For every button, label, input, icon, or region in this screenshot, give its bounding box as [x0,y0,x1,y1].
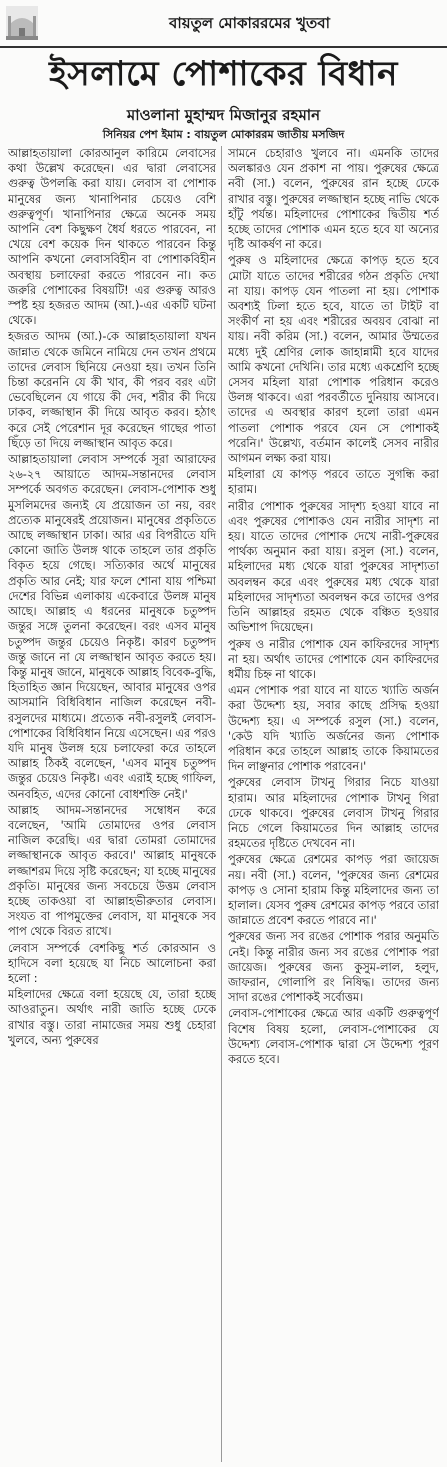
paragraph: সামনে চেহারাও খুলবে না। এমনকি তাদের অলঙ্কারও যেন প্রকাশ না পায়। পুরুষের ক্ষেত্রে নবী (সা.) বলেন, পুরুষের রান হচ্ছে ঢেকে রাখার বস্তু। পুরুষের লজ্জাস্থান হচ্ছে নাভি থেকে হাঁটু পর্যন্ত। মহিলাদের পোশাকের দ্বিতীয় শর্ত হচ্ছে তাদের পোশাক এমন হতে হবে যা অন্যের দৃষ্টি আকর্ষণ না করে। [228,147,439,252]
paragraph: পুরুষের জন্য সব রঙের পোশাক পরার অনুমতি নেই। কিন্তু নারীর জন্য সব রঙের পোশাক পরা জায়েজ। পুরুষের জন্য কুসুম-লাল, হলুদ, জাফরান, গোলাপি রং নিষিদ্ধ। তাদের জন্য সাদা রঙের পোশাকই সর্বোত্তম। [228,930,439,1005]
section-banner [0,0,447,48]
paragraph: আল্লাহতায়ালা কোরআনুল কারিমে লেবাসের কথা উল্লেখ করেছেন। এর দ্বারা লেবাসের গুরুত্ব উপলব্ধি করা যায়। লেবাস বা পোশাক মানুষের জন্য খানাপিনার চেয়েও বেশি গুরুত্বপূর্ণ। খানাপিনার ক্ষেত্রে অনেক সময় আপনি বেশ কিছুক্ষণ ধৈর্য ধরতে পারবেন, না খেয়ে বেশ কয়েক দিন থাকতে পারবেন কিন্তু আপনি কখনো লেবাসবিহীন বা পোশাকবিহীন অবস্থায় চলাফেরা করতে পারবেন না। কত জরুরি পোশাকের বিষয়টি! এর গুরুত্ব আরও স্পষ্ট হয় হজরত আদম (আ.)-এর একটি ঘটনা থেকে। [8,147,216,328]
paragraph: পুরুষ ও নারীর পোশাক যেন কাফিরদের সাদৃশ্য না হয়। অর্থাৎ তাদের পোশাকে যেন কাফিরদের ধর্মীয় চিহ্ন না থাকে। [228,637,439,681]
author-name: মাওলানা মুহাম্মদ মিজানুর রহমান [126,106,321,124]
paragraph: মহিলাদের ক্ষেত্রে বলা হয়েছে যে, তারা হচ্ছে আওরাতুন। অর্থাৎ নারী জাতি হচ্ছে ঢেকে রাখার বস্তু। তারা নামাজের সময় শুধু চেহারা খুলবে, অন্য পুরুষের [8,988,216,1047]
paragraph: আল্লাহ আদম-সন্তানদের সম্বোধন করে বলেছেন, 'আমি তোমাদের ওপর লেবাস নাজিল করেছি। এর দ্বারা তোমরা তোমাদের লজ্জাস্থানকে আবৃত করবে।' আল্লাহ মানুষকে লজ্জাশরম দিয়ে সৃষ্টি করেছেন; যা হচ্ছে মানুষের প্রকৃতি। মানুষের জন্য সবচেয়ে উত্তম লেবাস হচ্ছে তাকওয়া বা আল্লাহভীরুতার লেবাস। সংযত বা পাপমুক্তের লেবাস, যা মানুষকে সব পাপ থেকে বিরত রাখে। [8,803,216,939]
paragraph: মহিলারা যে কাপড় পরবে তাতে সুগন্ধি করা হারাম। [228,468,439,497]
article-body [8,146,439,1462]
paragraph: লেবাস সম্পর্কে বেশকিছু শর্ত কোরআন ও হাদিসে বলা হয়েছে যা নিচে আলোচনা করা হলো : [8,941,216,985]
paragraph: পুরুষের লেবাস টাখনু গিরার নিচে যাওয়া হারাম। আর মহিলাদের পোশাক টাখনু গিরা ঢেকে থাকবে। পুরুষের লেবাস টাখনু গিরার নিচে গেলে কিয়ামতের দিন আল্লাহ তাদের রহমতের দৃষ্টিতে দেখবেন না। [228,776,439,851]
paragraph: পুরুষের ক্ষেত্রে রেশমের কাপড় পরা জায়েজ নয়। নবী (সা.) বলেন, 'পুরুষের জন্য রেশমের কাপড় ও সোনা হারাম কিন্তু মহিলাদের জন্য তা হালাল। যেসব পুরুষ রেশমের কাপড় পরবে তারা জান্নাতে প্রবেশ করতে পারবে না।' [228,853,439,928]
paragraph: আল্লাহতায়ালা লেবাস সম্পর্কে সূরা আরাফের ২৬-২৭ আয়াতে আদম-সন্তানদের লেবাস সম্পর্কে অবগত করেছেন। লেবাস-পোশাক শুধু মুসলিমদের জন্যই যে প্রয়োজন তা নয়, বরং প্রত্যেক মানুষেরই প্রয়োজন। মানুষের প্রকৃতিতে আছে লজ্জাস্থান ঢাকা। আর এর বিপরীতে যদি কোনো জাতি উলঙ্গ থাকে তাহলে তার প্রকৃতি বিকৃত হয়ে গেছে। সত্যিকার অর্থে মানুষের প্রকৃতি আর নেই; যার ফলে শোনা যায় পশ্চিমা দেশের বিভিন্ন এলাকায় একেবারে উলঙ্গ মানুষ আছে। আল্লাহ এ ধরনের মানুষকে চতুষ্পদ জন্তুর সঙ্গে তুলনা করেছেন। বরং এসব মানুষ চতুষ্পদ জন্তুর চেয়েও নিকৃষ্ট। কারণ চতুষ্পদ জন্তু জানে না যে লজ্জাস্থান আবৃত করতে হয়। কিন্তু মানুষ জানে, মানুষকে আল্লাহ বিবেক-বুদ্ধি, হিতাহিত জ্ঞান দিয়েছেন, আবার মানুষের ওপর আসমানি বিধিবিধান নাজিল করেছেন নবী-রসুলদের মাধ্যমে। প্রত্যেক নবী-রসুলই লেবাস-পোশাকের বিধিবিধান নিয়ে এসেছেন। এর পরও যদি মানুষ উলঙ্গ হয়ে চলাফেরা করে তাহলে আল্লাহ ঠিকই বলেছেন, 'এসব মানুষ চতুষ্পদ জন্তুর চেয়েও নিকৃষ্ট। এবং এরাই হচ্ছে গাফিল, অনবহিত, এদের কোনো বোধশক্তি নেই।' [8,453,216,801]
paragraph: নারীর পোশাক পুরুষের সাদৃশ্য হওয়া যাবে না এবং পুরুষের পোশাকও যেন নারীর সাদৃশ্য না হয়। যাতে তাদের পোশাক দেখে নারী-পুরুষের পার্থক্য অনুমান করা যায়। রসুল (সা.) বলেন, মহিলাদের মধ্য থেকে যারা পুরুষের সাদৃশ্যতা অবলম্বন করে এবং পুরুষের মধ্য থেকে যারা মহিলাদের সাদৃশ্যতা অবলম্বন করে তাদের ওপর তিনি আল্লাহর রহমত থেকে বঞ্চিত হওয়ার অভিশাপ দিয়েছেন। [228,499,439,635]
column-divider [221,146,222,1462]
author-role: সিনিয়র পেশ ইমাম : বায়তুল মোকাররম জাতীয় মসজিদ [102,128,345,141]
paragraph: লেবাস-পোশাকের ক্ষেত্রে আর একটি গুরুত্বপূর্ণ বিশেষ বিষয় হলো, লেবাস-পোশাকের যে উদ্দেশ্য লেবাস-পোশাক দ্বারা সে উদ্দেশ্য পূরণ করতে হবে। [228,1007,439,1066]
right-column [228,146,439,1462]
paragraph: পুরুষ ও মহিলাদের ক্ষেত্রে কাপড় হতে হবে মোটা যাতে তাদের শরীরের গঠন প্রকৃতি দেখা না যায়। কাপড় যেন পাতলা না হয়। পোশাক অবশ্যই ঢিলা হতে হবে, যাতে তা টাইট বা সংকীর্ণ না হয় এবং শরীরের অবয়ব বোঝা না যায়। নবী করিম (সা.) বলেন, আমার উম্মতের মধ্যে দুই শ্রেণির লোক জাহান্নামী হবে যাদের আমি কখনো দেখিনি। তার মধ্যে একশ্রেণি হচ্ছে সেসব মহিলা যারা পোশাক পরিধান করেও উলঙ্গ থাকবে। এরা পরবর্তীতে দুনিয়ায় আসবে। তাদের এ অবস্থার কারণ হলো তারা এমন পাতলা পোশাক পরবে যেন সে পোশাকই পরেনি।' উল্লেখ্য, বর্তমান কালেই সেসব নারীর আগমন লক্ষ্য করা যায়। [228,254,439,466]
paragraph: এমন পোশাক পরা যাবে না যাতে খ্যাতি অর্জন করা উদ্দেশ্য হয়, সবার কাছে প্রসিদ্ধ হওয়া উদ্দেশ্য হয়। এ সম্পর্কে রসুল (সা.) বলেন, 'কেউ যদি খ্যাতি অর্জনের জন্য পোশাক পরিধান করে তাহলে আল্লাহ তাকে কিয়ামতের দিন লাঞ্ছনার পোশাক পরাবেন।' [228,684,439,774]
left-column [8,146,216,1462]
mosque-icon [6,6,38,40]
section-title: বায়তুল মোকাররমের খুতবা [169,14,330,32]
article-headline: ইসলামে পোশাকের বিধান [49,54,398,94]
paragraph: হজরত আদম (আ.)-কে আল্লাহতায়ালা যখন জান্নাত থেকে জমিনে নামিয়ে দেন তখন প্রথমে তাদের লেবাস ছিনিয়ে নেওয়া হয়। তখন তিনি চিন্তা করেননি যে কী খাব, কী পরব বরং এটা ভেবেছিলেন যে গায়ে কী দেব, শরীর কী দিয়ে ঢাকব, লজ্জাস্থান কী দিয়ে আবৃত করব। হঠাৎ করে সেই পেরেশান দূর করেছেন গাছের পাতা ছিঁড়ে তা দিয়ে লজ্জাস্থান আবৃত করে। [8,330,216,450]
